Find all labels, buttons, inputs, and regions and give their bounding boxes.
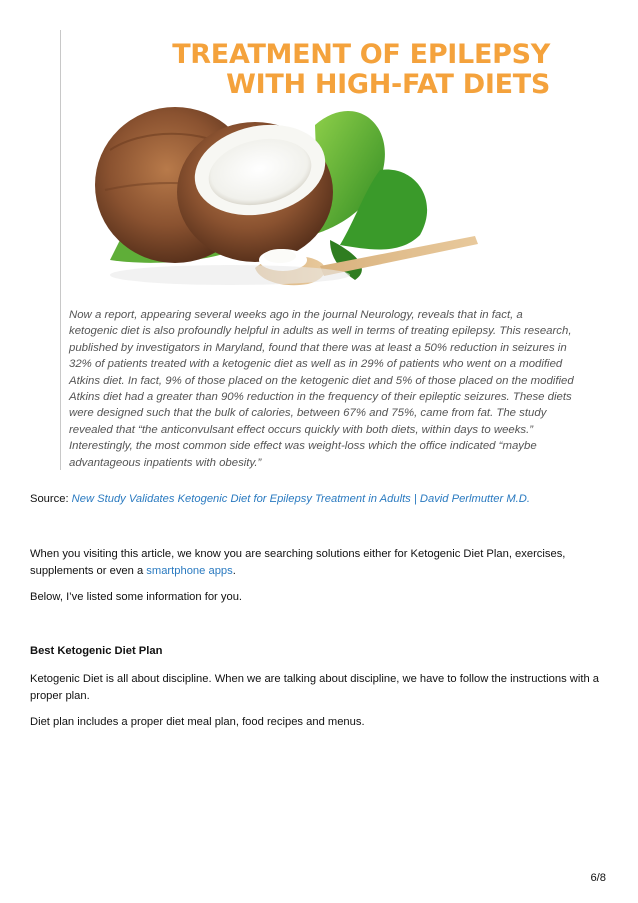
hero-title-line2: WITH HIGH-FAT DIETS (226, 69, 550, 100)
smartphone-apps-link[interactable]: smartphone apps (146, 565, 233, 577)
section-heading: Best Ketogenic Diet Plan (30, 645, 163, 657)
hero-title (80, 40, 550, 100)
section-paragraph-1: Ketogenic Diet is all about discipline. When we are talking about discipline, we have to follow the instructions with a proper plan. (30, 673, 600, 702)
intro-text: When you visiting this article, we know you are searching solutions either for Ketogenic Diet Plan, exercises, supplements or even a (30, 548, 566, 577)
source-line (30, 491, 605, 508)
below-paragraph: Below, I’ve listed some information for you. (30, 591, 243, 603)
page-number: 6/8 (590, 872, 606, 884)
hero-image (80, 30, 560, 292)
source-link[interactable]: New Study Validates Ketogenic Diet for Epilepsy Treatment in Adults | David Perlmutter M.D. (71, 493, 530, 505)
hero-title-line1: TREATMENT OF EPILEPSY (172, 39, 550, 70)
blockquote-text: Now a report, appearing several weeks ago in the journal Neurology, reveals that in fact, a ketogenic diet is also profoundly helpful in adults as well in terms of treating epilepsy. This research, published by investigators in Maryland, found that there was at least a 50% reduction in seizures in 32% of patients treated with a ketogenic diet as well as in 29% of patients who went on a modified Atkins diet. In fact, 9% of those placed on the ketogenic diet and 5% of those placed on the modified Atkins diet had a greater than 90% reduction in the frequency of their epileptic seizures. These diets were designed such that the bulk of calories, between 67% and 75%, came from fat. The study revealed that “the anticonvulsant effect occurs quickly with both diets, within days to weeks.” Interestingly, the most common side effect was weight-loss which the office indicated “maybe advantageous inpatients with obesity.” (69, 309, 574, 469)
section-paragraph-2: Diet plan includes a proper diet meal plan, food recipes and menus. (30, 716, 365, 728)
intro-period: . (232, 565, 236, 577)
source-label: Source: (30, 493, 69, 505)
intro-paragraph (30, 546, 605, 580)
blockquote-bar (60, 30, 61, 470)
